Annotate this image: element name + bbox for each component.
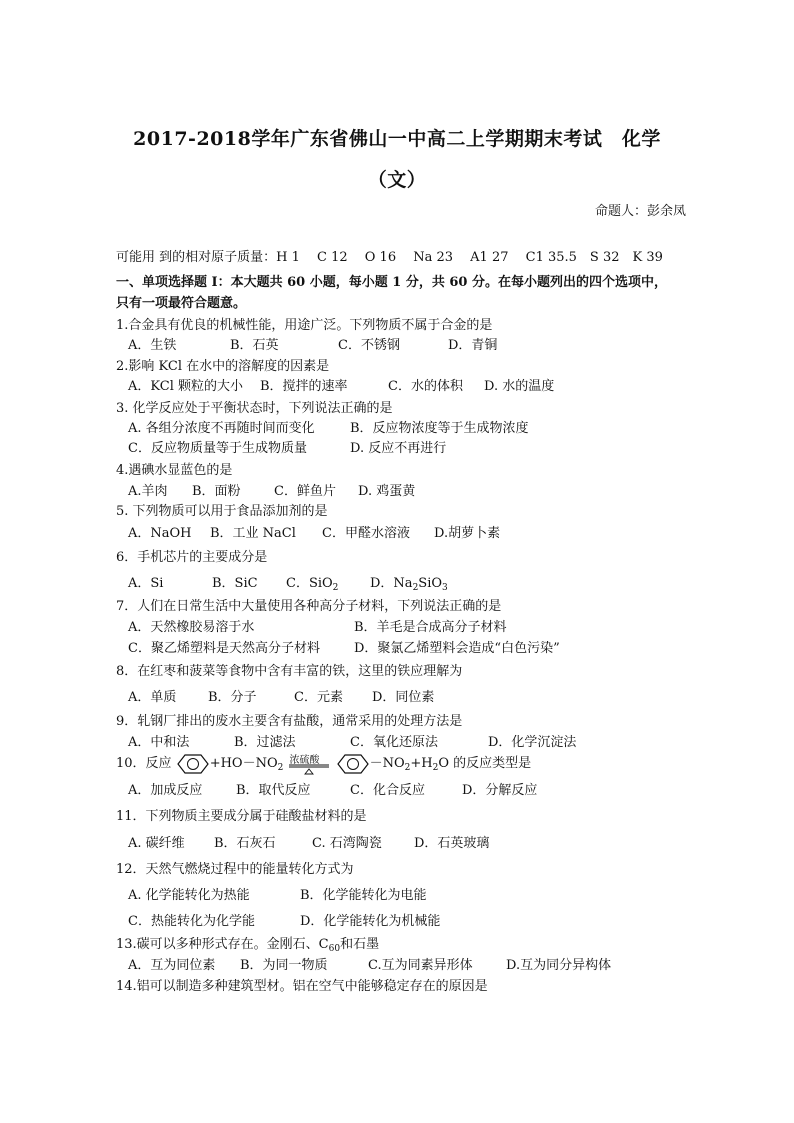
option-a: A．单质 [128,690,177,705]
option-b: B．石英 [230,338,279,353]
option-b: B．为同一物质 [240,958,328,973]
option-b: B．过滤法 [234,735,296,750]
option-d: D．化学沉淀法 [488,735,577,750]
option-d: D.互为同分异构体 [506,958,612,973]
reaction-arrow-icon [287,753,331,775]
option-c: C．不锈钢 [338,338,400,353]
question-stem: 8．在红枣和菠菜等食物中含有丰富的铁，这里的铁应理解为 [116,664,463,679]
option-b: B．石灰石 [214,836,276,851]
option-d: D. 鸡蛋黄 [358,484,416,499]
option-a: A．Si [128,576,164,591]
option-a: A．加成反应 [128,783,203,798]
option-a: A．天然橡胶易溶于水 [128,620,255,635]
option-b: B．取代反应 [236,783,311,798]
option-c: C.互为同素异形体 [368,958,473,973]
option-a: A．生铁 [128,338,177,353]
question-stem: 5. 下列物质可以用于食品添加剂的是 [116,504,328,519]
option-d: D．$Na_2SiO_3$ [370,576,448,593]
option-b: B．SiC [212,576,258,591]
option-c: C．聚乙烯塑料是天然高分子材料 [128,641,320,656]
atomic-masses: 可能用 到的相对原子质量：H 1 C 12 O 16 Na 23 A1 27 C1 35.5 S 32 K 39 [116,250,663,265]
option-c: C. 石湾陶瓷 [312,836,382,851]
option-a: A. 碳纤维 [128,836,185,851]
option-b: B．分子 [208,690,257,705]
question-stem: 10．反应 $+HO-NO_2$ 浓硫酸 $-NO_2+H_2O$ 的反应类型是 [116,754,532,773]
page-subtitle: （文） [367,169,427,191]
question-stem: 14.铝可以制造多种建筑型材。铝在空气中能够稳定存在的原因是 [116,979,488,994]
option-d: D. 反应不再进行 [350,441,447,456]
option-c: C．元素 [294,690,343,705]
benzene-ring-icon [176,753,210,775]
option-d: D．同位素 [372,690,435,705]
option-c: C．水的体积 [388,379,463,394]
option-b: B．搅拌的速率 [260,379,348,394]
option-d: D. 水的温度 [484,379,555,394]
option-b: B．羊毛是合成高分子材料 [354,620,507,635]
option-a: A.羊肉 [128,484,168,499]
option-c: C．氧化还原法 [350,735,438,750]
question-stem: 3. 化学反应处于平衡状态时，下列说法正确的是 [116,401,393,416]
section-heading: 一、单项选择题 I：本大题共 60 小题，每小题 1 分，共 60 分。在每小题列出的四个选项中， [116,275,667,290]
question-stem: 1.合金具有优良的机械性能，用途广泛。下列物质不属于合金的是 [116,318,493,333]
option-a: A．KCl 颗粒的大小 [128,379,243,394]
option-b: B．化学能转化为电能 [300,888,427,903]
option-a: A．NaOH [128,526,192,541]
option-a: A．互为同位素 [128,958,216,973]
option-a: A．中和法 [128,735,190,750]
reaction-condition: 浓硫酸 [287,753,331,775]
option-c: C．热能转化为化学能 [128,914,255,929]
option-b: B．工业 NaCl [210,526,296,541]
question-stem: 12．天然气燃烧过程中的能量转化方式为 [116,862,354,877]
question-stem: 9．轧钢厂排出的废水主要含有盐酸，通常采用的处理方法是 [116,714,463,729]
option-d: D．石英玻璃 [414,836,490,851]
option-b: B．反应物浓度等于生成物浓度 [350,421,529,436]
option-a: A. 化学能转化为热能 [128,888,250,903]
question-stem: 2.影响 KCl 在水中的溶解度的因素是 [116,359,330,374]
question-stem: 4.遇碘水显蓝色的是 [116,463,233,478]
option-c: C．甲醛水溶液 [322,526,410,541]
question-stem: 13.碳可以多种形式存在。金刚石、$C_{60}$和石墨 [116,937,380,954]
option-c: C．反应物质量等于生成物质量 [128,441,307,456]
option-d: D．聚氯乙烯塑料会造成“白色污染” [354,641,560,656]
question-stem: 7．人们在日常生活中大量使用各种高分子材料，下列说法正确的是 [116,599,502,614]
option-d: D.胡萝卜素 [434,526,501,541]
section-heading-cont: 只有一项最符合题意。 [116,296,247,311]
question-stem: 11．下列物质主要成分属于硅酸盐材料的是 [116,809,367,824]
question-stem: 6．手机芯片的主要成分是 [116,550,268,565]
author-line: 命题人：彭余凤 [594,204,686,219]
option-a: A. 各组分浓度不再随时间而变化 [128,421,315,436]
page-title: 2017-2018学年广东省佛山一中高二上学期期末考试 化学 [133,128,661,150]
option-b: B．面粉 [192,484,241,499]
option-c: C．化合反应 [350,783,425,798]
benzene-ring-icon [336,753,370,775]
option-c: C．SiO$_2$ [286,576,339,593]
option-d: D．分解反应 [462,783,538,798]
option-d: D．青铜 [448,338,498,353]
option-c: C．鲜鱼片 [274,484,336,499]
option-d: D．化学能转化为机械能 [300,914,441,929]
